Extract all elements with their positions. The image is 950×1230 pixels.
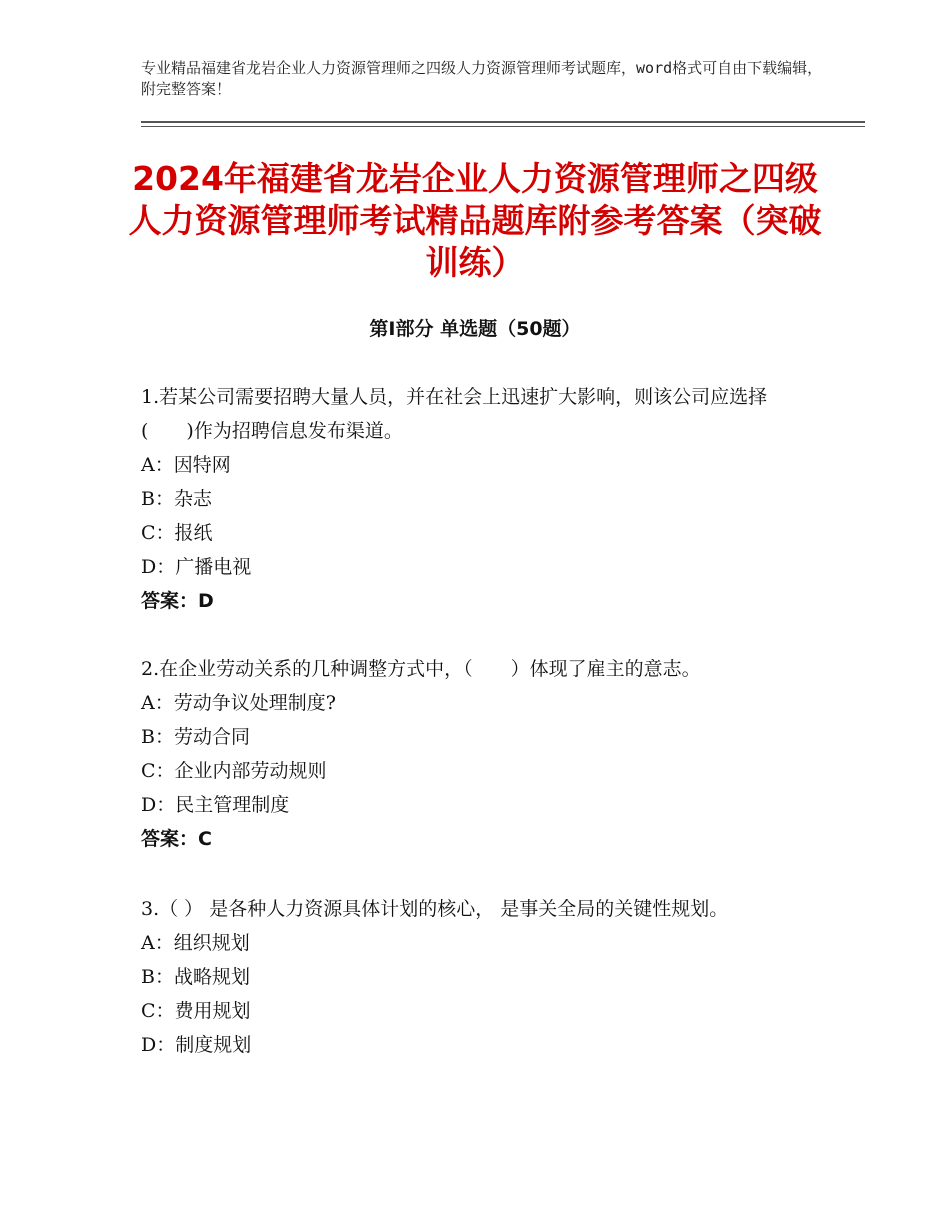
question-3-stem: 3.（ ） 是各种人力资源具体计划的核心， 是事关全局的关键性规划。 [141, 898, 729, 920]
header-divider-thick [141, 121, 865, 123]
question-1-stem: 1.若某公司需要招聘大量人员，并在社会上迅速扩大影响，则该公司应选择( )作为招聘信息发布渠道。 [141, 386, 768, 442]
question-3-option-c: C：费用规划 [141, 1000, 251, 1022]
question-1-option-b: B：杂志 [141, 488, 212, 510]
question-2-option-b: B：劳动合同 [141, 726, 250, 748]
question-2-stem: 2.在企业劳动关系的几种调整方式中，（ ）体现了雇主的意志。 [141, 658, 701, 680]
question-2-option-a: A：劳动争议处理制度? [141, 692, 336, 714]
question-1 [141, 380, 809, 618]
question-3-option-b: B：战略规划 [141, 966, 250, 988]
question-2 [141, 652, 809, 856]
question-2-option-d: D：民主管理制度 [141, 794, 290, 816]
header-divider-thin [141, 126, 865, 127]
question-1-answer: 答案：D [141, 590, 214, 612]
section-title: 第Ⅰ部分 单选题（50题） [369, 318, 581, 340]
question-3-option-a: A：组织规划 [141, 932, 250, 954]
header-note: 专业精品福建省龙岩企业人力资源管理师之四级人力资源管理师考试题库，word格式可自由下载编辑，附完整答案！ [141, 59, 823, 98]
document-title: 2024年福建省龙岩企业人力资源管理师之四级人力资源管理师考试精品题库附参考答案（突破训练） [128, 159, 822, 282]
question-2-answer: 答案：C [141, 828, 212, 850]
question-2-option-c: C：企业内部劳动规则 [141, 760, 327, 782]
question-1-option-c: C：报纸 [141, 522, 213, 544]
question-1-option-d: D：广播电视 [141, 556, 252, 578]
question-3 [141, 892, 809, 1062]
question-1-option-a: A：因特网 [141, 454, 231, 476]
question-3-option-d: D：制度规划 [141, 1034, 252, 1056]
